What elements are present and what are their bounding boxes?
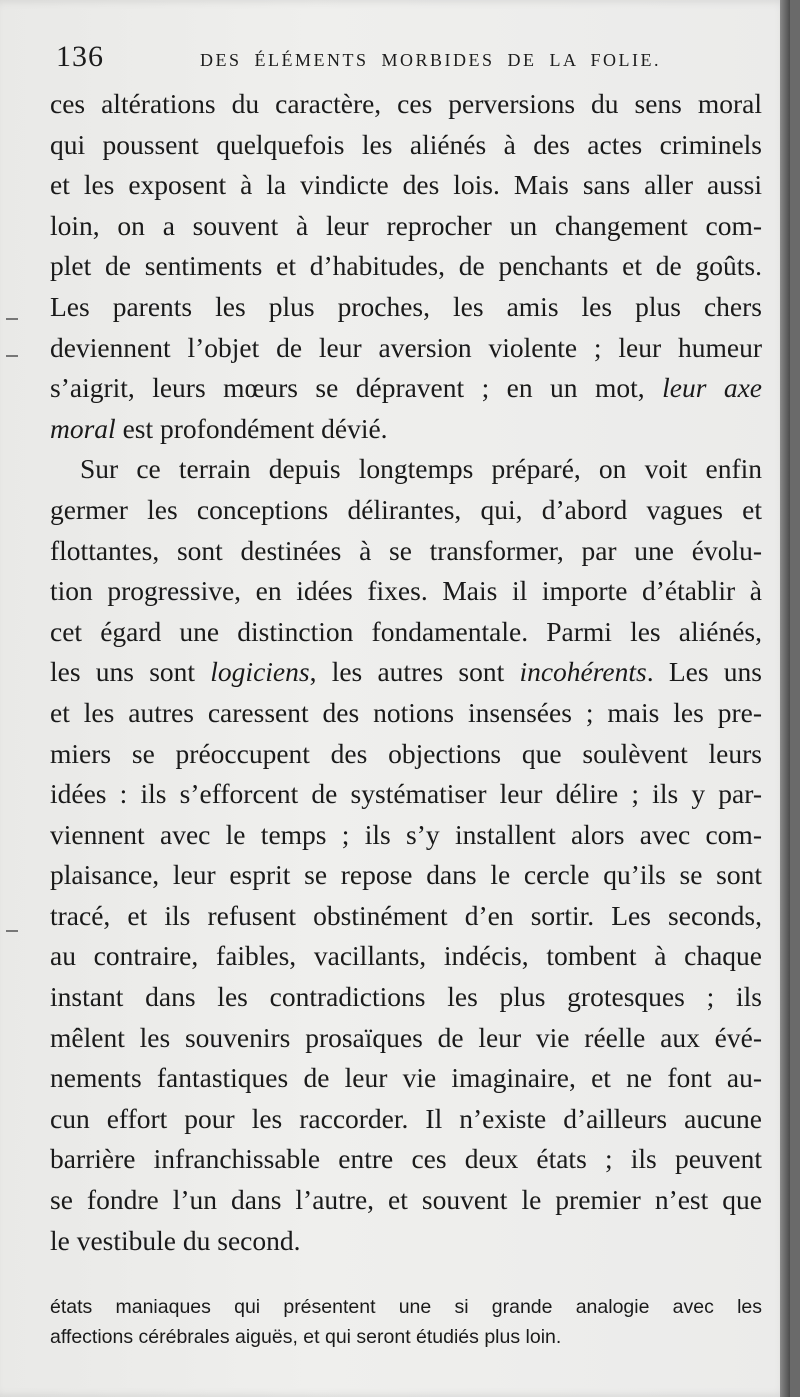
text-line: tracé, et ils refusent obstinément d’en sortir. Les seconds, [50, 899, 762, 931]
text-line: plet de sentiments et d’habitudes, de penchants et de goûts. [50, 250, 762, 282]
text-line: s’aigrit, leurs mœurs se dépravent ; en un mot, leur axe [50, 372, 762, 404]
text-line: cun effort pour les raccorder. Il n’existe d’ailleurs aucune [50, 1102, 762, 1134]
text-line: nements fantastiques de leur vie imaginaire, et ne font au- [50, 1062, 762, 1094]
text-line: plaisance, leur esprit se repose dans le cercle qu’ils se sont [50, 859, 762, 891]
body-text [50, 84, 762, 1261]
text-line: qui poussent quelquefois les aliénés à des actes criminels [50, 128, 762, 160]
footnote [50, 1292, 762, 1352]
text-line: se fondre l’un dans l’autre, et souvent le premier n’est que [50, 1184, 762, 1216]
running-head [50, 40, 762, 80]
text-line: Sur ce terrain depuis longtemps préparé, on voit enfin [80, 453, 762, 485]
text-line: germer les conceptions délirantes, qui, d’abord vagues et [50, 493, 762, 525]
margin-mark [6, 930, 18, 932]
text-line: et les autres caressent des notions insensées ; mais les pre- [50, 696, 762, 728]
footnote-line: affections cérébrales aiguës, et qui seront étudiés plus loin. [50, 1326, 562, 1348]
text-line: mêlent les souvenirs prosaïques de leur vie réelle aux évé- [50, 1021, 762, 1053]
margin-mark [6, 355, 18, 357]
footnote-line: états maniaques qui présentent une si grande analogie avec les [50, 1296, 762, 1318]
text-line: le vestibule du second. [50, 1224, 301, 1256]
text-line: ces altérations du caractère, ces perversions du sens moral [50, 88, 762, 119]
text-line: loin, on a souvent à leur reprocher un changement com- [50, 209, 762, 241]
text-line: au contraire, faibles, vacillants, indécis, tombent à chaque [50, 940, 762, 972]
running-title: DES ÉLÉMENTS MORBIDES DE LA FOLIE. [200, 50, 661, 70]
text-line: et les exposent à la vindicte des lois. Mais sans aller aussi [50, 169, 762, 201]
text-line: viennent avec le temps ; ils s’y installent alors avec com- [50, 818, 762, 850]
text-line: barrière infranchissable entre ces deux états ; ils peuvent [50, 1143, 762, 1175]
text-line: idées : ils s’efforcent de systématiser leur délire ; ils y par- [50, 778, 762, 810]
text-line: instant dans les contradictions les plus grotesques ; ils [50, 981, 762, 1013]
text-line: les uns sont logiciens, les autres sont incohérents. Les uns [50, 656, 762, 688]
text-line: Les parents les plus proches, les amis les plus chers [50, 290, 762, 322]
text-line: moral est profondément dévié. [50, 412, 388, 444]
text-line: flottantes, sont destinées à se transformer, par une évolu- [50, 534, 762, 566]
text-line: miers se préoccupent des objections que soulèvent leurs [50, 737, 762, 769]
text-line: cet égard une distinction fondamentale. Parmi les aliénés, [50, 615, 762, 647]
page-edge-shadow [780, 0, 790, 1397]
margin-mark [6, 318, 18, 320]
page-number: 136 [56, 40, 104, 73]
text-line: deviennent l’objet de leur aversion violente ; leur humeur [50, 331, 762, 363]
text-line: tion progressive, en idées fixes. Mais il importe d’établir à [50, 575, 762, 607]
